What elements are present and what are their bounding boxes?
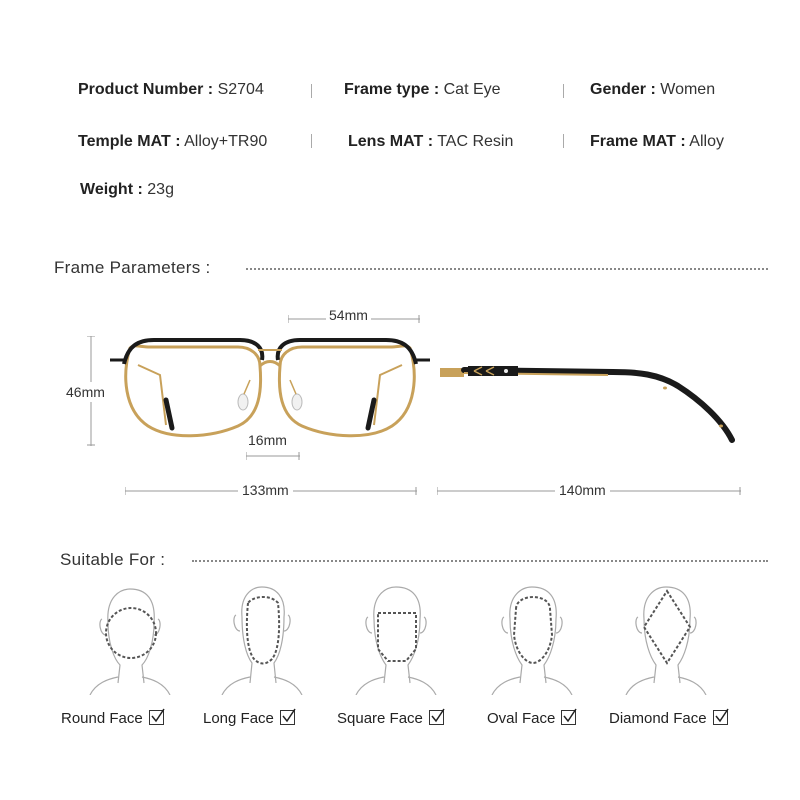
spec-label: Weight [80, 181, 134, 198]
face-option-diamond [609, 710, 728, 727]
divider [311, 134, 312, 148]
checkmark-icon [429, 710, 444, 725]
temple-decor-dot [504, 369, 508, 373]
spec-colon: : [433, 81, 440, 98]
spec-lens-mat [348, 133, 513, 151]
face-option-round [61, 710, 164, 727]
spec-colon: : [175, 133, 181, 150]
frame-parameters-title: Frame Parameters : [54, 258, 211, 277]
left-lens-rim [126, 346, 261, 436]
checkmark-icon [149, 710, 164, 725]
spec-label: Product Number [78, 81, 204, 98]
left-nose-pad [238, 394, 248, 410]
face-option-oval [487, 710, 576, 727]
frame-width-label: 133mm [238, 482, 293, 498]
spec-value: Alloy [689, 133, 724, 150]
spec-colon: : [650, 81, 656, 98]
bridge [260, 362, 280, 367]
right-temple-back [374, 365, 402, 425]
temple-length-label: 140mm [555, 482, 610, 498]
spec-colon: : [427, 133, 434, 150]
lens-width-label: 54mm [326, 307, 371, 323]
lens-height-label: 46mm [66, 384, 105, 400]
spec-frame-mat [590, 133, 724, 151]
face-label-text: Long Face [203, 710, 274, 727]
right-lens-rim [279, 346, 414, 436]
oval-face-illustration [490, 583, 574, 695]
spec-value: Alloy+TR90 [184, 133, 268, 150]
spec-value: S2704 [217, 81, 264, 98]
spec-colon: : [680, 133, 686, 150]
spec-value: TAC Resin [437, 133, 514, 150]
right-temple-tip [368, 400, 374, 428]
spec-label: Lens MAT [348, 133, 424, 150]
temple-hinge [440, 368, 464, 377]
spec-value: Cat Eye [443, 81, 501, 98]
glasses-side-view [438, 360, 738, 450]
round-face-illustration [88, 583, 172, 695]
spec-weight [80, 181, 174, 199]
right-nose-pad [292, 394, 302, 410]
face-option-square [337, 710, 444, 727]
bridge-label: 16mm [248, 432, 287, 448]
checkmark-icon [713, 710, 728, 725]
temple-tip-dot-2 [719, 425, 723, 428]
divider [563, 134, 564, 148]
spec-value: 23g [147, 181, 174, 198]
spec-temple-mat [78, 133, 267, 151]
spec-value: Women [660, 81, 716, 98]
temple-arm [464, 370, 732, 440]
face-label-text: Oval Face [487, 710, 556, 727]
left-pad-arm [244, 380, 250, 394]
spec-label: Frame type [344, 81, 430, 98]
spec-product-number [78, 81, 264, 99]
checkmark-icon [280, 710, 295, 725]
divider [311, 84, 312, 98]
spec-colon: : [207, 81, 214, 98]
temple-tip-dot-1 [663, 387, 667, 390]
right-browline [278, 340, 416, 364]
spec-colon: : [137, 181, 143, 198]
checkmark-icon [561, 710, 576, 725]
diamond-face-illustration [624, 583, 708, 695]
long-face-illustration [220, 583, 304, 695]
face-label-text: Square Face [337, 710, 423, 727]
right-pad-arm [290, 380, 296, 394]
face-label-text: Diamond Face [609, 710, 707, 727]
section-divider [246, 268, 768, 270]
left-browline [124, 340, 262, 364]
suitable-for-title: Suitable For : [60, 550, 166, 569]
spec-label: Frame MAT [590, 133, 676, 150]
left-temple-tip [166, 400, 172, 428]
bridge-line [246, 451, 300, 461]
left-temple-back [138, 365, 166, 425]
glasses-front-view [110, 320, 430, 450]
spec-frame-type [344, 81, 501, 99]
square-face-illustration [354, 583, 438, 695]
spec-gender [590, 81, 715, 99]
spec-label: Gender [590, 81, 647, 98]
face-option-long [203, 710, 295, 727]
face-label-text: Round Face [61, 710, 143, 727]
section-divider [192, 560, 768, 562]
spec-label: Temple MAT [78, 133, 171, 150]
divider [563, 84, 564, 98]
